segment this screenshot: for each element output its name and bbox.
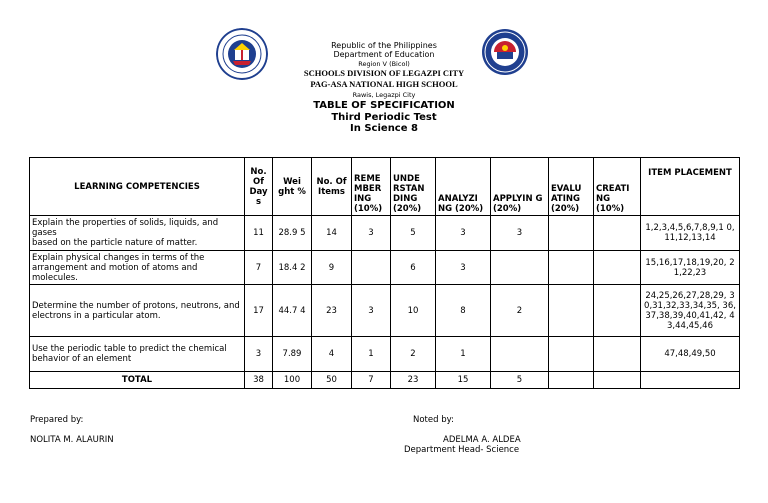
prepared-by-label: Prepared by:: [30, 415, 84, 425]
understanding-cell: 6: [391, 251, 436, 285]
table-row: [30, 285, 740, 337]
total-weight: 100: [273, 372, 312, 389]
days-cell: 11: [245, 216, 273, 251]
items-cell: 4: [312, 337, 352, 372]
table-row: [30, 251, 740, 285]
weight-cell: 44.7 4: [273, 285, 312, 337]
evaluating-cell: [549, 251, 594, 285]
header-understanding: UNDE RSTAN DING (20%): [391, 158, 436, 216]
analyzing-cell: 8: [436, 285, 491, 337]
remembering-cell: [352, 251, 391, 285]
competency-line: Use the periodic table to predict the chemical: [32, 344, 227, 354]
header-competencies: LEARNING COMPETENCIES: [30, 158, 245, 216]
total-label: TOTAL: [30, 372, 245, 389]
competency-line: electrons in a particular atom.: [32, 310, 161, 321]
header-address: Rawis, Legazpi City: [352, 91, 416, 99]
applying-cell: 2: [491, 285, 549, 337]
table-row: [30, 337, 740, 372]
evaluating-cell: [549, 216, 594, 251]
weight-cell: 18.4 2: [273, 251, 312, 285]
analyzing-cell: 1: [436, 337, 491, 372]
days-cell: 3: [245, 337, 273, 372]
header-division: SCHOOLS DIVISION OF LEGAZPI CITY: [303, 68, 465, 78]
document-subtitle: Third Periodic Test: [331, 112, 437, 123]
header-weight: Wei ght %: [273, 158, 312, 216]
competency-line: Explain the properties of solids, liquids, and gases: [32, 218, 219, 238]
noted-by-name: ADELMA A. ALDEA: [443, 435, 521, 445]
header-days: No. Of Day s: [245, 158, 273, 216]
item-placement-cell: 1,2,3,4,5,6,7,8,9,1 0, 11,12,13,14: [641, 216, 740, 251]
total-understanding: 23: [391, 372, 436, 389]
evaluating-cell: [549, 285, 594, 337]
specification-table: [29, 157, 740, 389]
items-cell: 23: [312, 285, 352, 337]
analyzing-cell: 3: [436, 251, 491, 285]
header-department: Department of Education: [333, 50, 435, 59]
header-creating: CREATI NG (10%): [594, 158, 641, 216]
understanding-cell: 2: [391, 337, 436, 372]
total-row: [30, 372, 740, 389]
header-item-placement: ITEM PLACEMENT: [641, 158, 740, 216]
total-applying: 5: [491, 372, 549, 389]
remembering-cell: 3: [352, 285, 391, 337]
remembering-cell: 1: [352, 337, 391, 372]
analyzing-cell: 3: [436, 216, 491, 251]
days-cell: 17: [245, 285, 273, 337]
competency-line: behavior of an element: [32, 354, 132, 364]
document-subject: In Science 8: [350, 123, 418, 134]
understanding-cell: 5: [391, 216, 436, 251]
header-applying: APPLYIN G (20%): [491, 158, 549, 216]
competency-cell: [30, 251, 245, 285]
document-title: TABLE OF SPECIFICATION: [313, 100, 455, 111]
applying-cell: [491, 337, 549, 372]
creating-cell: [594, 337, 641, 372]
total-items: 50: [312, 372, 352, 389]
header-school: PAG-ASA NATIONAL HIGH SCHOOL: [310, 79, 458, 89]
noted-by-label: Noted by:: [413, 415, 454, 425]
weight-cell: 28.9 5: [273, 216, 312, 251]
competency-line: Determine the number of protons, neutrons, and: [32, 300, 240, 311]
total-remembering: 7: [352, 372, 391, 389]
prepared-by-name: NOLITA M. ALAURIN: [30, 435, 114, 445]
remembering-cell: 3: [352, 216, 391, 251]
header-republic: Republic of the Philippines: [331, 41, 437, 50]
competency-cell: [30, 216, 245, 251]
item-placement-cell: 15,16,17,18,19,20, 21,22,23: [641, 251, 740, 285]
competency-cell: [30, 337, 245, 372]
item-placement-cell: 47,48,49,50: [641, 337, 740, 372]
competency-line: based on the particle nature of matter.: [32, 238, 198, 248]
creating-cell: [594, 251, 641, 285]
creating-cell: [594, 216, 641, 251]
total-days: 38: [245, 372, 273, 389]
total-item-placement: [641, 372, 740, 389]
competency-line: Explain physical changes in terms of the arrangement and motion of atoms and molecules.: [32, 252, 205, 283]
item-placement-cell: 24,25,26,27,28,29, 30,31,32,33,34,35, 36, 37,38,39,40,41,42, 43,44,45,46: [641, 285, 740, 337]
applying-cell: 3: [491, 216, 549, 251]
header-remembering: REME MBER ING (10%): [352, 158, 391, 216]
items-cell: 9: [312, 251, 352, 285]
header-items: No. Of Items: [312, 158, 352, 216]
header-region: Region V (Bicol): [358, 60, 410, 68]
table-row: [30, 216, 740, 251]
header-analyzing: ANALYZI NG (20%): [436, 158, 491, 216]
items-cell: 14: [312, 216, 352, 251]
noted-by-title: Department Head- Science: [404, 445, 520, 455]
header-evaluating: EVALU ATING (20%): [549, 158, 594, 216]
total-evaluating: [549, 372, 594, 389]
creating-cell: [594, 285, 641, 337]
understanding-cell: 10: [391, 285, 436, 337]
table-header-row: [30, 158, 740, 216]
competency-cell: [30, 285, 245, 337]
total-analyzing: 15: [436, 372, 491, 389]
total-creating: [594, 372, 641, 389]
days-cell: 7: [245, 251, 273, 285]
applying-cell: [491, 251, 549, 285]
weight-cell: 7.89: [273, 337, 312, 372]
evaluating-cell: [549, 337, 594, 372]
